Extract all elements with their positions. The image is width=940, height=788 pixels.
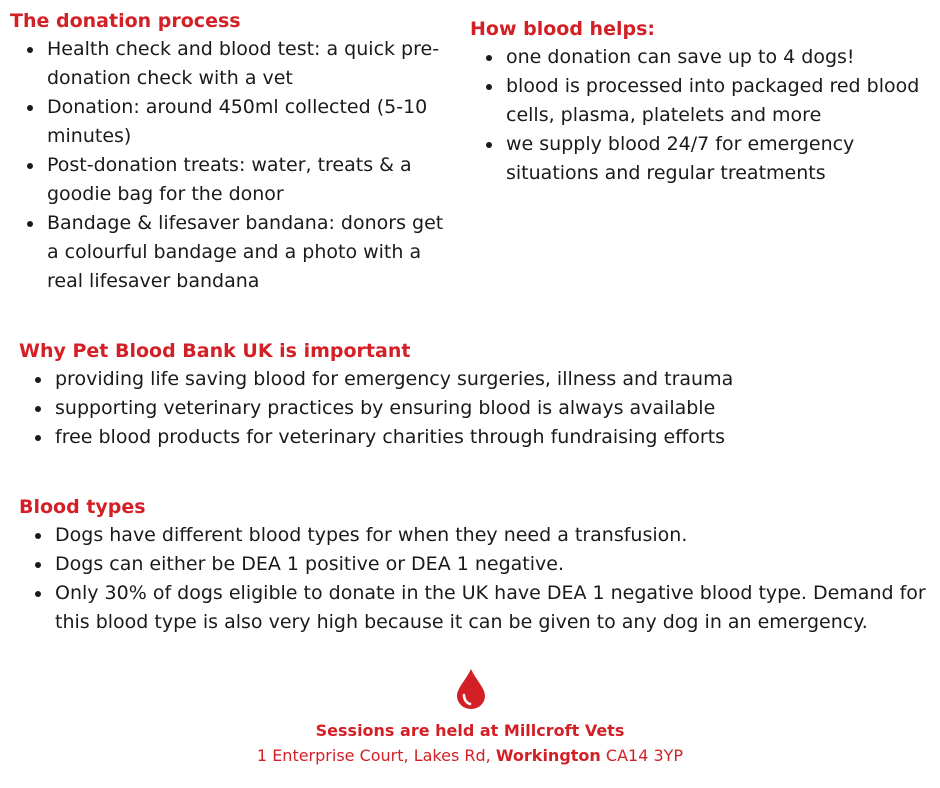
list-item: Post-donation treats: water, treats & a goodie bag for the donor (47, 151, 447, 209)
list-item: blood is processed into packaged red blood cells, plasma, platelets and more (506, 72, 940, 130)
list-item: one donation can save up to 4 dogs! (506, 43, 940, 72)
donation-process-heading: The donation process (10, 10, 241, 32)
sessions-venue: Sessions are held at Millcroft Vets (315, 721, 625, 740)
list-item: Dogs have different blood types for when they need a transfusion. (55, 521, 940, 550)
list-item: we supply blood 24/7 for emergency situations and regular treatments (506, 130, 940, 188)
list-item: Bandage & lifesaver bandana: donors get a colourful bandage and a photo with a real lifesaver bandana (47, 209, 447, 296)
list-item: free blood products for veterinary charities through fundraising efforts (55, 423, 935, 452)
address-town: Workington (495, 746, 601, 765)
donation-process-list (20, 35, 447, 296)
venue-address (0, 745, 940, 767)
how-blood-helps-list (479, 43, 940, 188)
address-street: 1 Enterprise Court, Lakes Rd, (256, 746, 491, 765)
blood-types-heading: Blood types (19, 496, 146, 518)
address-postcode: CA14 3YP (605, 746, 684, 765)
how-blood-helps-heading: How blood helps: (470, 18, 655, 40)
list-item: Health check and blood test: a quick pre-donation check with a vet (47, 35, 447, 93)
list-item: Donation: around 450ml collected (5-10 minutes) (47, 93, 447, 151)
why-important-list (28, 365, 935, 452)
list-item: Dogs can either be DEA 1 positive or DEA 1 negative. (55, 550, 940, 579)
list-item: Only 30% of dogs eligible to donate in the UK have DEA 1 negative blood type. Demand for this blood type is also very high because it can be given to any dog in an emergency. (55, 579, 940, 637)
list-item: providing life saving blood for emergency surgeries, illness and trauma (55, 365, 935, 394)
blood-types-list (28, 521, 940, 637)
why-important-heading: Why Pet Blood Bank UK is important (19, 340, 411, 362)
blood-drop-icon (455, 668, 487, 710)
list-item: supporting veterinary practices by ensuring blood is always available (55, 394, 935, 423)
